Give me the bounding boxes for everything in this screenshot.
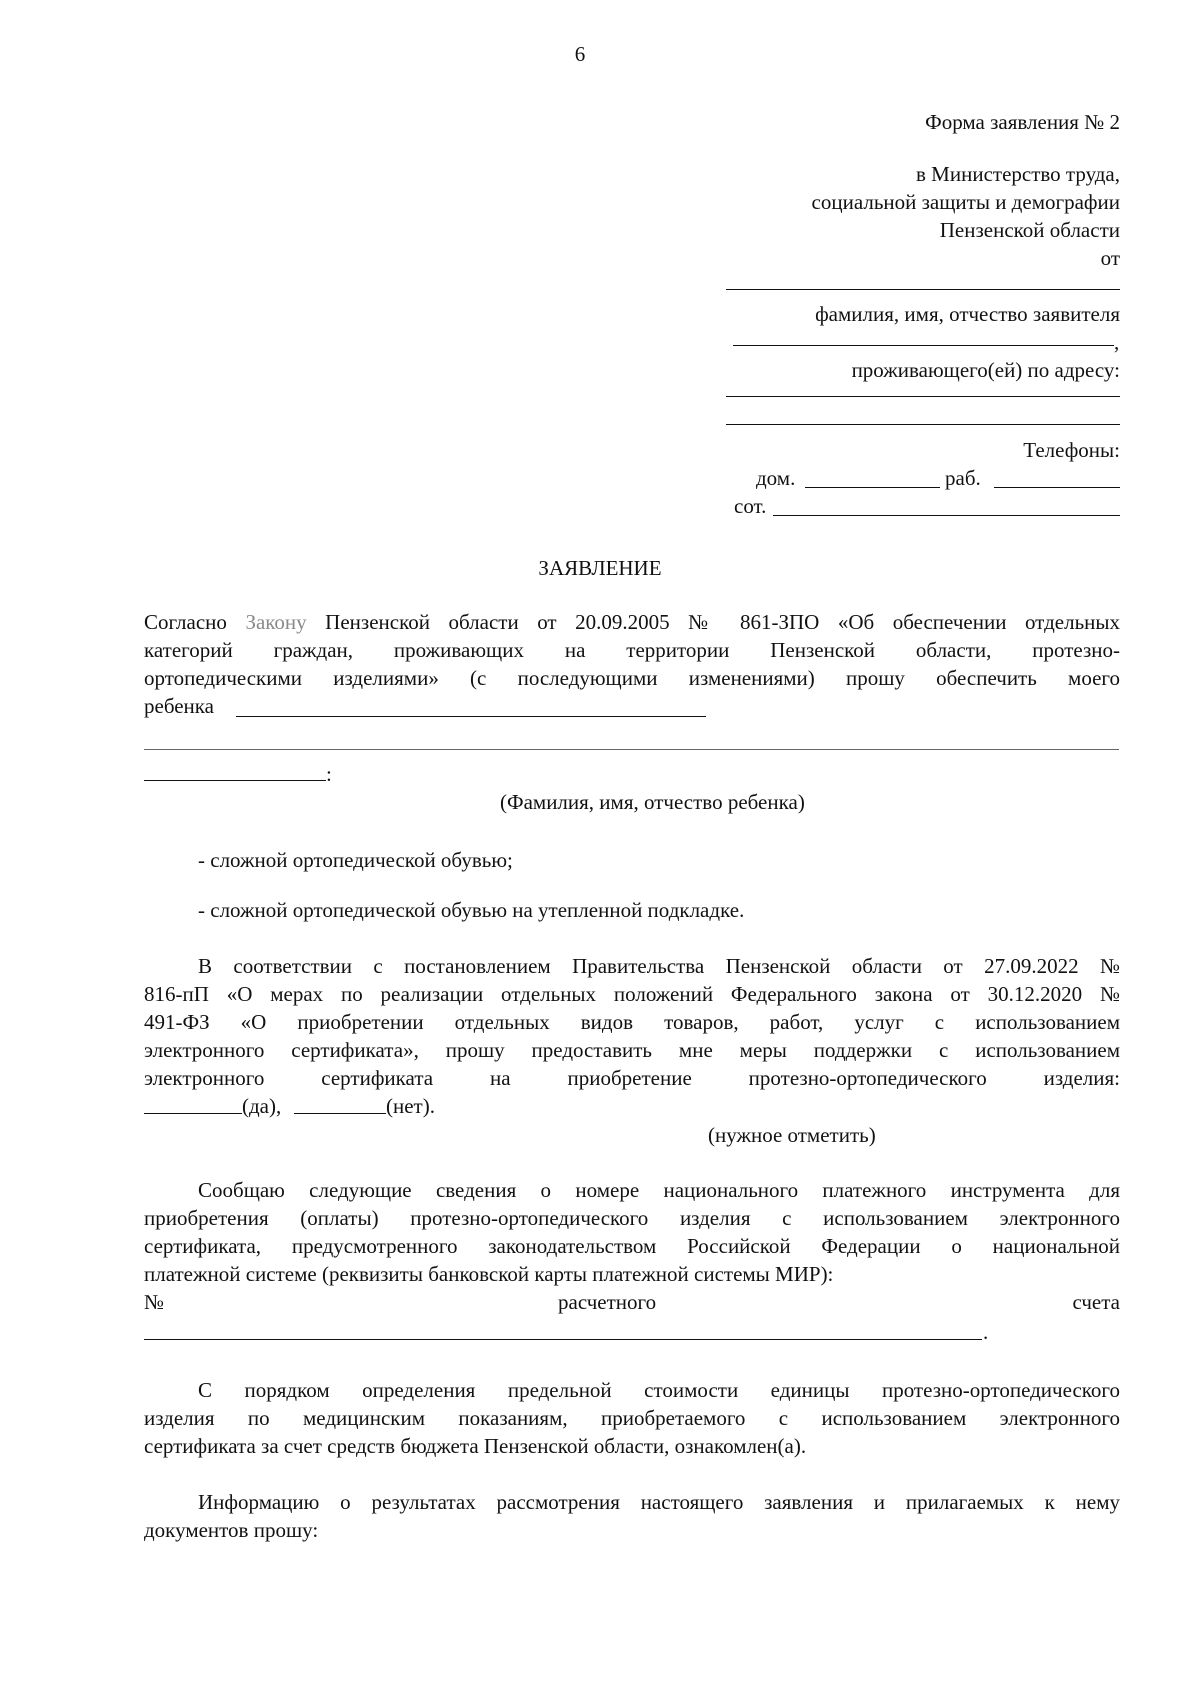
intro-line-1: Согласно Закону Пензенской области от 20.09.2005 № 861-ЗПО «Об обеспечении отдельных [144, 610, 1120, 634]
address-caption: проживающего(ей) по адресу: [851, 358, 1120, 382]
work-phone-label: раб. [945, 466, 981, 490]
certificate-line-1: В соответствии с постановлением Правительства Пензенской области от 27.09.2022 № [198, 954, 1120, 978]
mobile-phone-label: сот. [734, 494, 767, 518]
mobile-phone-field[interactable] [773, 515, 1120, 516]
payment-line-3: сертификата, предусмотренного законодательством Российской Федерации о национальной [144, 1234, 1120, 1258]
account-number-field[interactable] [144, 1339, 982, 1340]
payment-line-1: Сообщаю следующие сведения о номере национального платежного инструмента для [198, 1178, 1120, 1202]
results-line-1: Информацию о результатах рассмотрения настоящего заявления и прилагаемых к нему [198, 1490, 1120, 1514]
document-title: ЗАЯВЛЕНИЕ [538, 556, 662, 580]
applicant-name-field-2[interactable] [733, 345, 1114, 346]
law-link[interactable]: Закону [245, 610, 307, 634]
account-number-label: № [144, 1290, 165, 1314]
certificate-line-3: 491-ФЗ «О приобретении отдельных видов товаров, работ, услуг с использованием [144, 1010, 1120, 1034]
home-phone-field[interactable] [805, 487, 940, 488]
payment-line-4: платежной системе (реквизиты банковской карты платежной системы МИР): [144, 1262, 834, 1286]
pricing-line-1: С порядком определения предельной стоимости единицы протезно-ортопедического [198, 1378, 1120, 1402]
child-name-field-3[interactable] [144, 780, 326, 781]
addressee-line-3: Пензенской области [939, 218, 1120, 242]
child-name-field-2[interactable] [144, 749, 1119, 750]
account-period: . [983, 1320, 989, 1344]
certificate-line-4: электронного сертификата», прошу предоставить мне меры поддержки с использованием [144, 1038, 1120, 1062]
intro-line-4: ребенка [144, 694, 214, 718]
phones-label: Телефоны: [1023, 438, 1120, 462]
home-phone-label: дом. [756, 466, 796, 490]
no-field[interactable] [294, 1113, 386, 1114]
colon: : [326, 762, 332, 786]
from-label: от [1100, 246, 1120, 270]
page-number: 6 [574, 42, 586, 66]
intro-line-3: ортопедическими изделиями» (с последующими изменениями) прошу обеспечить моего [144, 666, 1120, 690]
no-label: (нет). [386, 1094, 435, 1118]
pricing-line-3: сертификата за счет средств бюджета Пензенской области, ознакомлен(а). [144, 1434, 807, 1458]
pricing-line-2: изделия по медицинским показаниям, приобретаемого с использованием электронного [144, 1406, 1120, 1430]
payment-line-2: приобретения (оплаты) протезно-ортопедического изделия с использованием электронного [144, 1206, 1120, 1230]
address-field-1[interactable] [726, 396, 1120, 397]
yes-field[interactable] [144, 1113, 242, 1114]
certificate-line-2: 816-пП «О мерах по реализации отдельных положений Федерального закона от 30.12.2020 № [144, 982, 1120, 1006]
applicant-name-field[interactable] [726, 289, 1120, 290]
option-orthopedic-shoes: - сложной ортопедической обувью; [198, 848, 513, 872]
addressee-line-2: социальной защиты и демографии [811, 190, 1120, 214]
work-phone-field[interactable] [994, 487, 1120, 488]
results-line-2: документов прошу: [144, 1518, 319, 1542]
option-insulated-shoes: - сложной ортопедической обувью на утепленной подкладке. [198, 898, 745, 922]
account-word-settlement: расчетного [558, 1290, 657, 1314]
addressee-line-1: в Министерство труда, [916, 162, 1120, 186]
comma: , [1114, 330, 1120, 354]
account-word-account: счета [1072, 1290, 1120, 1314]
child-name-field[interactable] [236, 716, 706, 717]
applicant-caption: фамилия, имя, отчество заявителя [815, 302, 1120, 326]
intro-line-2: категорий граждан, проживающих на территории Пензенской области, протезно- [144, 638, 1120, 662]
address-field-2[interactable] [726, 424, 1120, 425]
certificate-line-5: электронного сертификата на приобретение протезно-ортопедического изделия: [144, 1066, 1120, 1090]
form-title: Форма заявления № 2 [925, 110, 1120, 134]
child-caption: (Фамилия, имя, отчество ребенка) [500, 790, 805, 814]
mark-note: (нужное отметить) [708, 1123, 876, 1147]
yes-label: (да), [242, 1094, 282, 1118]
